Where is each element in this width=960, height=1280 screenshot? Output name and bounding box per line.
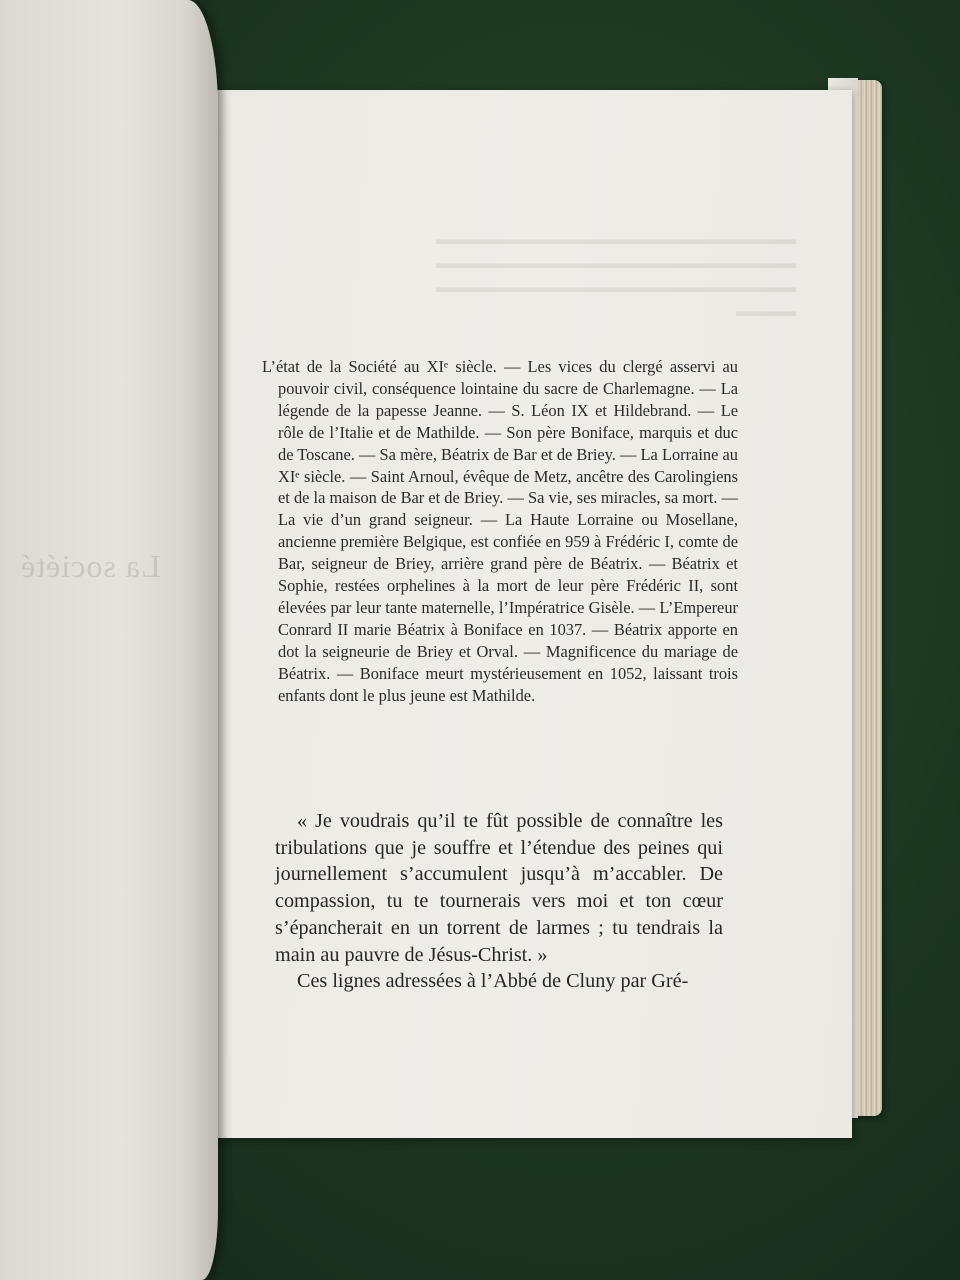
chapter-summary: L’état de la Société au XIᵉ siècle. — Les vices du clergé asservi au pouvoir civil, conséquence lointaine du sacre de Charlemagne. — La légende de la papesse Jeanne. — S. Léon IX et Hildebrand. — Le rôle de l’Italie et de Mathilde. — Son père Boniface, marquis et duc de Toscane. — Sa mère, Béatrix de Bar et de Briey. — La Lorraine au XIᵉ siècle. — Saint Arnoul, évêque de Metz, ancêtre des Carolingiens et de la maison de Bar et de Briey. — Sa vie, ses miracles, sa mort. — La vie d’un grand seigneur. — La Haute Lorraine ou Mosellane, ancienne première Belgique, est confiée en 959 à Frédéric I, comte de Bar, seigneur de Briey, arrière grand père de Béatrix. — Béatrix et Sophie, restées orphelines à la mort de leur père Frédéric II, sont élevées par leur tante maternelle, l’Impératrice Gisèle. — L’Empereur Conrard II marie Béatrix à Boniface en 1037. — Béatrix apporte en dot la seigneurie de Briey et Orval. — Magnificence du mariage de Béatrix. — Boniface meurt mystérieusement en 1052, laissant trois enfants dont le plus jeune est Mathilde.: [262, 357, 738, 705]
show-through-text: ▬▬▬▬▬▬▬▬▬▬▬▬▬▬▬▬▬▬▬▬▬▬▬▬ ▬▬▬▬▬▬▬▬▬▬▬▬▬▬▬▬▬▬▬▬▬▬▬▬ ▬▬▬▬▬▬▬▬▬▬▬▬▬▬▬▬▬▬▬▬▬▬▬▬ ▬▬▬▬: [436, 232, 796, 320]
body-text: Ces lignes adressées à l’Abbé de Cluny par Gré-: [297, 970, 689, 992]
left-page: [0, 0, 218, 1280]
opening-quote: « Je voudrais qu’il te fût possible de connaître les tribulations que je souffre et l’étendue des peines qui journellement s’accumulent jusqu’à m’accabler. De compassion, tu te tournerais vers moi et ton cœur s’épancherait en un torrent de larmes ; tu tendrais la main au pauvre de Jésus-Christ. »: [275, 810, 723, 966]
left-page-bleed-heading: La société: [20, 548, 161, 584]
